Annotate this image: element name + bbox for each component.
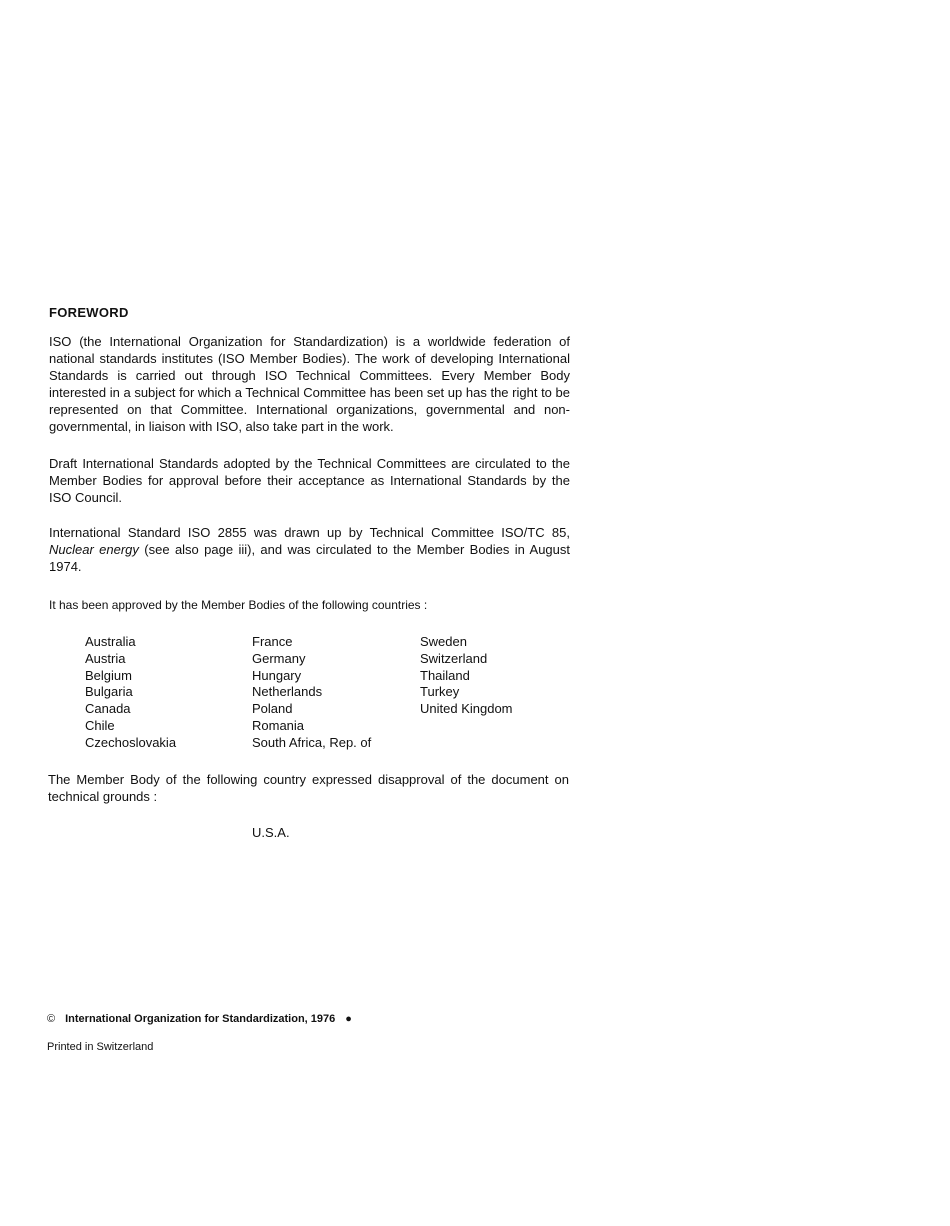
paragraph-text-start: International Standard ISO 2855 was drawn up by Technical Committee ISO/TC 85, [49,525,570,540]
foreword-paragraph-standard [49,524,570,575]
country-item: Australia [85,634,136,649]
country-item: Belgium [85,667,132,683]
country-item: Hungary [252,667,302,683]
foreword-paragraph-disapproval: The Member Body of the following country expressed disapproval of the document on technical grounds : [48,772,569,804]
country-item: Czechoslovakia [85,734,177,750]
country-item: United Kingdom [420,701,513,717]
copyright-icon: © [47,1013,56,1025]
country-item: Chile [85,717,115,733]
country-item: Poland [252,701,293,717]
paragraph-text-end: (see also page iii), and was circulated to the Member Bodies in August 1974. [49,542,571,574]
approving-countries-list [85,634,565,752]
country-item: Thailand [420,667,470,683]
country-item: Switzerland [420,650,488,666]
countries-column-1 [85,634,252,752]
country-item: Netherlands [252,684,323,700]
country-item: Germany [252,650,306,666]
countries-column-2 [252,634,420,752]
country-item: Romania [252,717,305,733]
foreword-paragraph-iso: ISO (the International Organization for Standardization) is a worldwide federation of national standards institutes (ISO Member Bodies). The work of developing International Standards is carried out through ISO Technical Committees. Every Member Body interested in a subject for which a Technical Committee has been set up has the right to be represented on that Committee. International organizations, governmental and non-governmental, in liaison with ISO, also take part in the work. [49,334,570,434]
foreword-heading: FOREWORD [49,305,129,320]
committee-title-italic: Nuclear energy [49,542,139,557]
foreword-paragraph-approval: It has been approved by the Member Bodies of the following countries : [49,598,428,612]
copyright-line [47,1013,352,1025]
country-item: Austria [85,650,126,666]
country-item: Turkey [420,684,460,700]
printed-in-line: Printed in Switzerland [47,1041,154,1053]
country-item: Bulgaria [85,684,133,700]
copyright-text: International Organization for Standardization, 1976 [65,1013,336,1025]
countries-column-3 [420,634,565,752]
country-item: South Africa, Rep. of [252,734,372,750]
country-item: France [252,634,293,649]
bullet-icon: ● [345,1013,352,1025]
disapproving-country: U.S.A. [252,825,290,840]
country-item: Sweden [420,634,467,649]
country-item: Canada [85,701,131,717]
foreword-paragraph-drafts: Draft International Standards adopted by the Technical Committees are circulated to the Member Bodies for approval before their acceptance as International Standards by the ISO Council. [49,456,570,505]
